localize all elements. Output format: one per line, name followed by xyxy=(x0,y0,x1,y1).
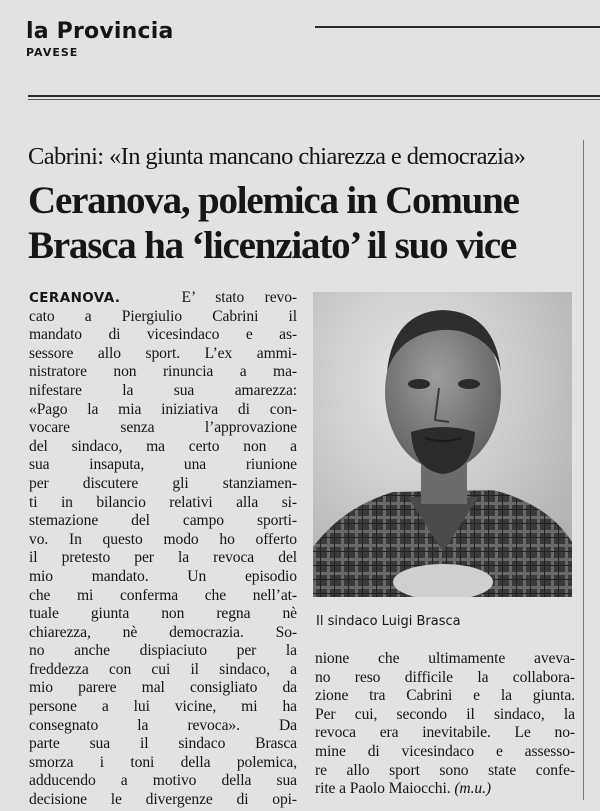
body-line: nifestare la sua amarezza: xyxy=(29,381,297,399)
article-headline xyxy=(28,178,588,268)
author-signature: (m.u.) xyxy=(454,780,491,798)
body-line: revoca era inevitabile. Le no- xyxy=(315,724,575,742)
body-line: nione che ultimamente aveva- xyxy=(315,650,575,667)
mayor-photo xyxy=(313,292,572,597)
body-line: mio parere mal consigliato da xyxy=(29,679,297,697)
body-line: adducendo a motivo della sua xyxy=(29,772,297,790)
body-line: mio mandato. Un episodio xyxy=(29,567,297,585)
body-line: vo. In questo modo ho offerto xyxy=(29,530,297,548)
article-kicker: Cabrini: «In giunta mancano chiarezza e democrazia» xyxy=(28,143,526,170)
body-line: Per cui, secondo il sindaco, la xyxy=(315,705,575,723)
body-line: del sindaco, ma certo non a xyxy=(29,437,297,455)
body-line: persone a lui vicine, mi ha xyxy=(29,698,297,716)
top-rule xyxy=(315,26,600,28)
article-body-right xyxy=(315,650,575,799)
body-line: cato a Piergiulio Cabrini il xyxy=(29,307,297,325)
photo-caption: Il sindaco Luigi Brasca xyxy=(316,614,461,629)
body-line: zione tra Cabrini e la giunta. xyxy=(315,687,575,705)
body-line: parte sua il sindaco Brasca xyxy=(29,735,297,753)
newspaper-edition: PAVESE xyxy=(26,46,79,59)
body-line: che mi conferma che nell’at- xyxy=(29,586,297,604)
body-line: il pretesto per la revoca del xyxy=(29,549,297,567)
body-line: re allo sport sono state confe- xyxy=(315,761,575,779)
portrait-image xyxy=(313,292,572,597)
body-line: mandato di vicesindaco e as- xyxy=(29,326,297,344)
body-last-line-text: rite a Paolo Maiocchi. xyxy=(315,780,451,798)
body-line: «Pago la mia iniziativa di con- xyxy=(29,400,297,418)
body-line: stemazione del campo sporti- xyxy=(29,512,297,530)
headline-line-2: Brasca ha ‘licenziato’ il suo vice xyxy=(28,224,517,267)
header-rule xyxy=(28,95,600,97)
body-first-line xyxy=(29,289,297,308)
body-line: sua insaputa, una riunione xyxy=(29,456,297,474)
body-right-lines xyxy=(315,650,575,780)
body-line: mine di vicesindaco e assesso- xyxy=(315,742,575,760)
body-line: chiarezza, nè democrazia. So- xyxy=(29,623,297,641)
header-rule-thin xyxy=(28,99,600,100)
newspaper-name: la Provincia xyxy=(26,19,174,44)
body-line: nistratore non rinuncia a ma- xyxy=(29,363,297,381)
article-body-left xyxy=(29,289,297,810)
masthead xyxy=(26,20,174,59)
body-line: ti in bilancio relativi alla si- xyxy=(29,493,297,511)
body-line: per discutere gli stanziamen- xyxy=(29,474,297,492)
body-line: freddezza con cui il sindaco, a xyxy=(29,660,297,678)
body-left-lines xyxy=(29,308,297,810)
body-line: consegnato la revoca». Da xyxy=(29,716,297,734)
body-line: smorza i toni della polemica, xyxy=(29,753,297,771)
body-line: no reso difficile la collabora- xyxy=(315,668,575,686)
headline-line-1: Ceranova, polemica in Comune xyxy=(28,179,519,222)
body-line: no anche dispiaciuto per la xyxy=(29,642,297,660)
body-last-line xyxy=(315,780,575,799)
body-line: tuale giunta non regna nè xyxy=(29,605,297,623)
body-line: decisione le divergenze di opi- xyxy=(29,791,297,809)
body-line: vocare senza l’approvazione xyxy=(29,419,297,437)
dateline: CERANOVA. xyxy=(29,290,121,306)
body-line: sessore allo sport. L’ex ammi- xyxy=(29,344,297,362)
body-first-line-text: E’ stato revo- xyxy=(181,289,297,306)
